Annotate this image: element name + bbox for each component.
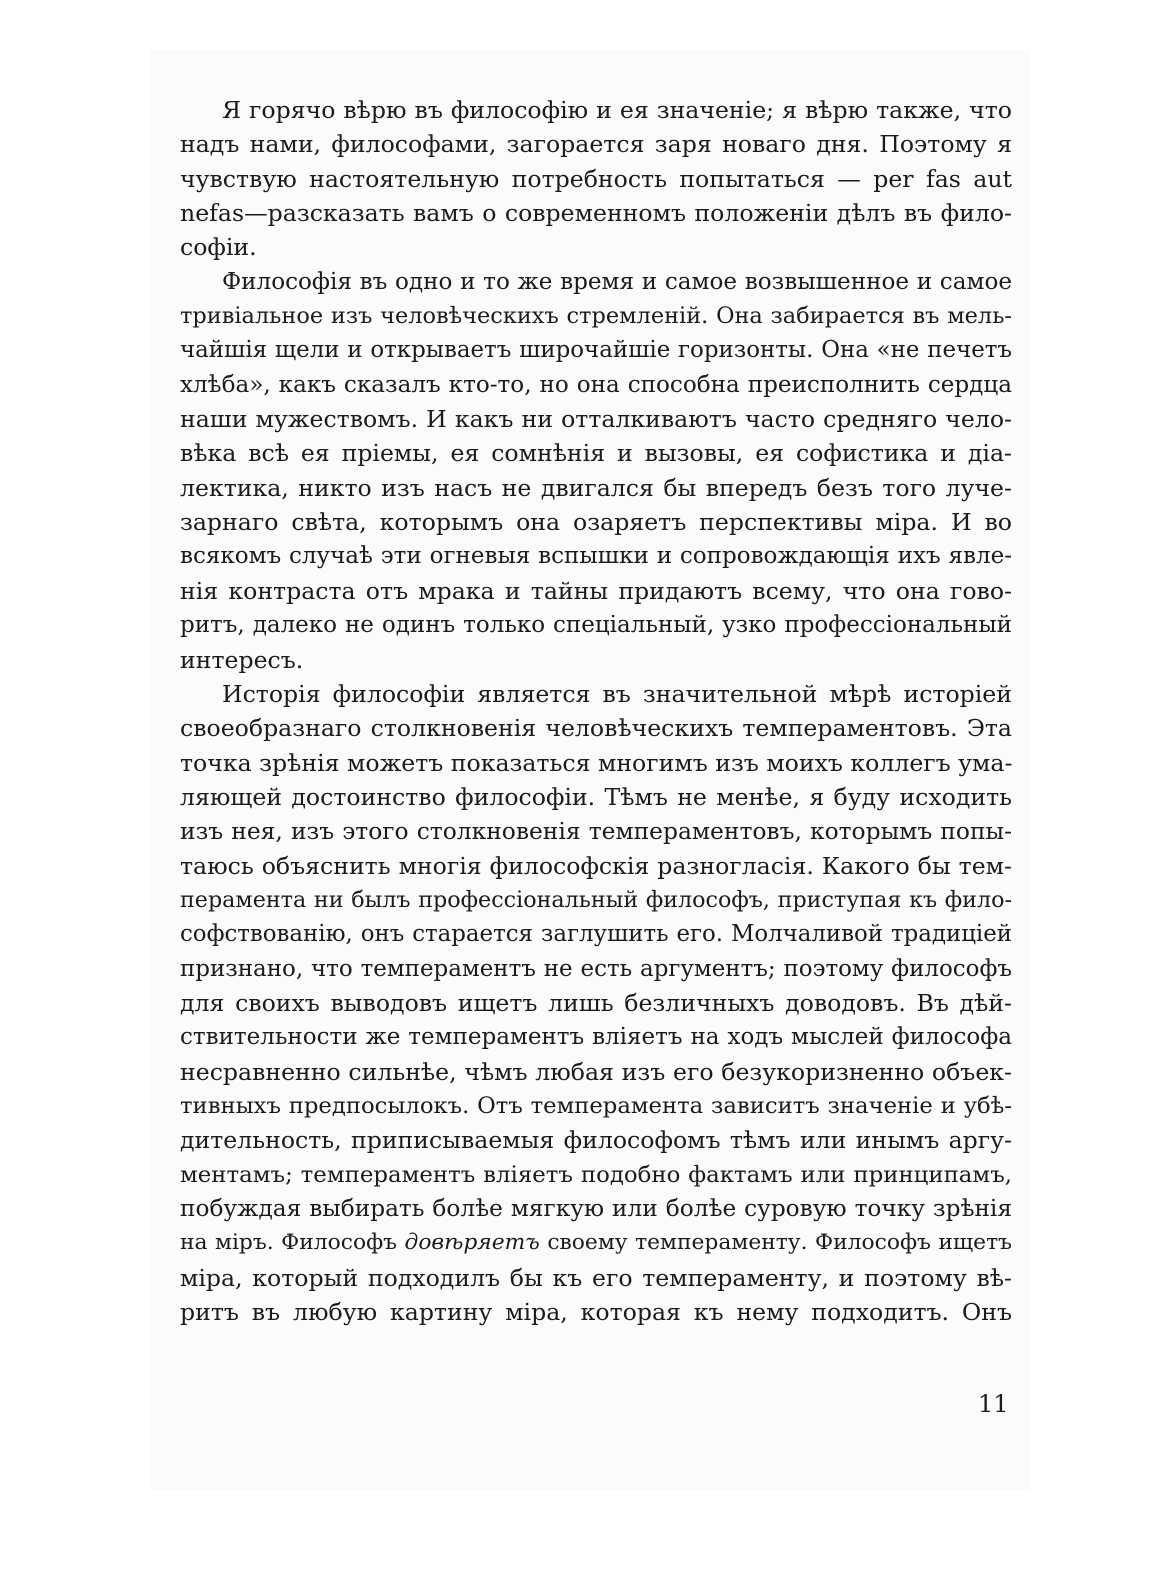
paragraph-3 xyxy=(180,677,1012,1330)
text-line: изъ нея, изъ этого столкновенія темпераментовъ, которымъ попы- xyxy=(180,817,1012,846)
text-line: софіи. xyxy=(180,233,257,262)
text-line: Исторія философіи является въ значительной мѣрѣ исторіей xyxy=(222,679,1012,708)
paragraph-1 xyxy=(180,93,1012,265)
text-line: всякомъ случаѣ эти огневыя вспышки и сопровождающія ихъ явле- xyxy=(180,543,1012,570)
text-line: тривіальное изъ человѣческихъ стремленій. Она забирается въ мель- xyxy=(180,303,1012,330)
text-line: Я горячо вѣрю въ философію и ея значеніе; я вѣрю также, что xyxy=(222,96,1012,124)
paragraph-2 xyxy=(180,265,1012,677)
text-line: для своихъ выводовъ ищетъ лишь безличныхъ доводовъ. Въ дѣй- xyxy=(180,988,1012,1017)
text-line: софствованію, онъ старается заглушить его. Молчаливой традиціей xyxy=(180,921,1012,948)
text-line: чувствую настоятельную потребность попытаться — per fas aut xyxy=(180,164,1012,193)
page-text xyxy=(180,93,1012,1329)
text-line: Философія въ одно и то же время и самое возвышенное и самое xyxy=(222,268,1012,295)
text-line: надъ нами, философами, загорается заря новаго дня. Поэтому я xyxy=(180,130,1012,159)
text-line: ментамъ; темпераментъ вліяетъ подобно фактамъ или принципамъ, xyxy=(180,1161,1012,1188)
text-line: тивныхъ предпосылокъ. Отъ темперамента зависитъ значеніе и убѣ- xyxy=(180,1092,1012,1119)
text-line: ляющей достоинство философіи. Тѣмъ не менѣе, я буду исходить xyxy=(180,782,1012,811)
text-line: нія контраста отъ мрака и тайны придаютъ всему, что она гово- xyxy=(180,576,1012,605)
text-line: таюсь объяснить многія философскія разногласія. Какого бы тем- xyxy=(180,851,1012,880)
text-line: точка зрѣнія можетъ показаться многимъ изъ моихъ коллегъ ума- xyxy=(180,748,1013,777)
text-line: дительность, приписываемыя философомъ тѣмъ или инымъ аргу- xyxy=(180,1126,1012,1155)
text-line-with-emphasis xyxy=(180,1226,1012,1260)
page-number: 11 xyxy=(978,1390,1009,1418)
text-line: лектика, никто изъ насъ не двигался бы впередъ безъ того луче- xyxy=(180,473,1012,502)
text-line: зарнаго свѣта, которымъ она озаряетъ перспективы міра. И во xyxy=(180,508,1012,537)
text-line: хлѣба», какъ сказалъ кто-то, но она способна преисполнить сердца xyxy=(180,371,1012,398)
text-line: ствительности же темпераментъ вліяетъ на ходъ мыслей философа xyxy=(180,1024,1012,1051)
text-line: своеобразнаго столкновенія человѣческихъ темпераментовъ. Эта xyxy=(180,714,1012,743)
text-segment: на міръ. Философъ xyxy=(180,1230,405,1256)
text-line: ритъ въ любую картину міра, которая къ нему подходитъ. Онъ xyxy=(180,1298,1012,1327)
text-line: перамента ни былъ профессіональный философъ, приступая къ фило- xyxy=(180,886,1012,913)
text-line: признано, что темпераментъ не есть аргументъ; поэтому философъ xyxy=(180,955,1012,982)
text-line: ритъ, далеко не одинъ только спеціальный, узко профессіональный xyxy=(180,612,1012,639)
text-line: nefas—разсказать вамъ о современномъ положеніи дѣлъ въ фило- xyxy=(180,199,1012,228)
text-line: побуждая выбирать болѣе мягкую или болѣе суровую точку зрѣнія xyxy=(180,1195,1012,1222)
text-line: міра, который подходилъ бы къ его темпераменту, и поэтому вѣ- xyxy=(180,1263,1012,1292)
emphasized-word: довѣряетъ xyxy=(404,1230,540,1256)
text-line: интересъ. xyxy=(180,645,304,674)
text-line: чайшія щели и открываетъ широчайшіе горизонты. Она «не печетъ xyxy=(180,337,1012,364)
text-line: наши мужествомъ. И какъ ни отталкиваютъ часто средняго чело- xyxy=(180,405,1012,434)
text-segment: своему темпераменту. Философъ ищетъ xyxy=(539,1230,1012,1256)
text-line: несравненно сильнѣе, чѣмъ любая изъ его безукоризненно объек- xyxy=(180,1057,1012,1086)
text-line: вѣка всѣ ея пріемы, ея сомнѣнія и вызовы, ея софистика и діа- xyxy=(180,439,1012,468)
